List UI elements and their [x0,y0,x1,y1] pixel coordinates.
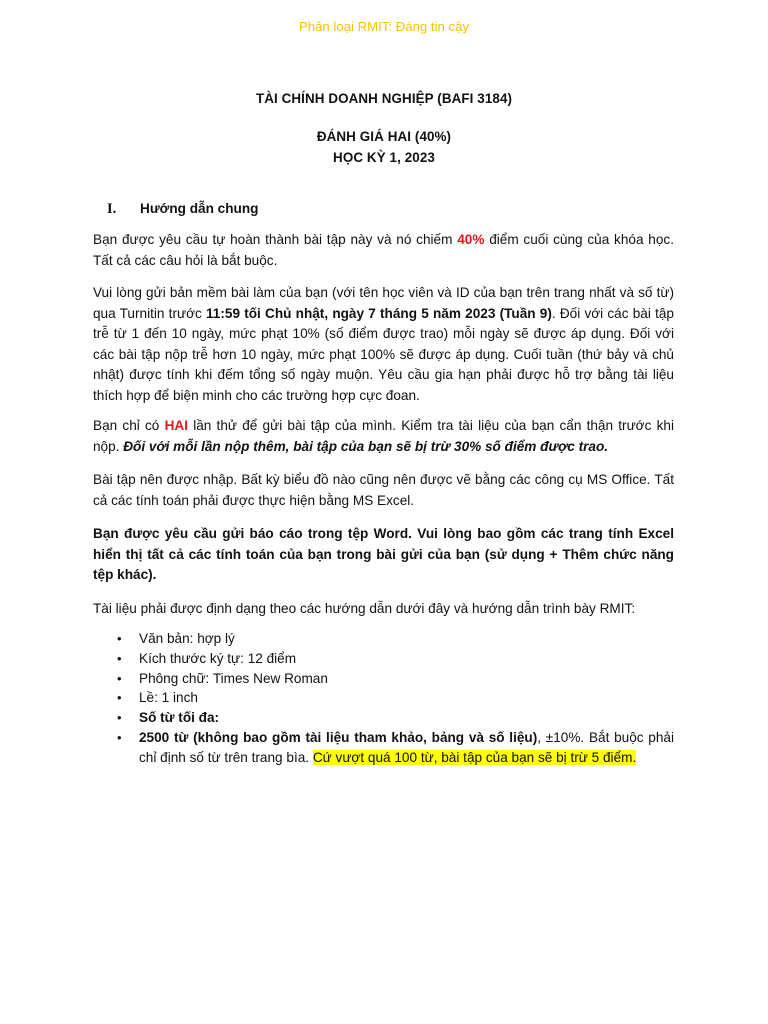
paragraph-text: . Đối với các bài tập trễ từ 1 đến 10 ngày, mức phạt 10% (số điểm được trao) mỗi ngày sẽ được áp dụng. Đối với các bài tập nộp trễ hơn 10 ngày, mức phạt 100% sẽ được áp dụng. Cuối tuần (thứ bảy và chủ nhật) được tính khi đếm tổng số ngày muộn. Yêu cầu gia hạn phải được hỗ trợ bằng tài liệu thích hợp để biện minh cho các trường hợp cực đoan. [93,305,674,403]
bullet-icon: • [117,710,122,726]
bullet-icon: • [117,690,122,706]
format-list [93,629,674,768]
attempts-count: HAI [164,418,188,433]
weight-percentage: 40% [457,232,485,247]
bullet-icon: • [117,670,122,686]
course-title: TÀI CHÍNH DOANH NGHIỆP (BAFI 3184) [255,91,513,106]
paragraph-text: lần thử để gửi bài tập của mình. Kiểm tra tài liệu của bạn cẩn thận trước khi nộp. [93,418,674,454]
paragraph-text: điểm cuối cùng của khóa học. Tất cả các câu hỏi là bắt buộc. [93,232,674,268]
list-item-text: Kích thước ký tự: 12 điểm [139,650,297,666]
paragraph-typing: Bài tập nên được nhập. Bất kỳ biểu đồ nào cũng nên được vẽ bằng các công cụ MS Office. Tất cả các tính toán phải được thực hiện bằng MS Excel. [93,472,674,508]
assessment-title: ĐÁNH GIÁ HAI (40%) [316,129,452,144]
resubmission-penalty: Đối với mỗi lần nộp thêm, bài tập của bạn sẽ bị trừ 30% số điểm được trao. [123,438,609,454]
paragraph-weight [93,230,674,271]
list-item-text: Phông chữ: Times New Roman [139,670,328,686]
classification-label: Phân loại RMIT: Đáng tin cậy [298,19,470,34]
semester-title: HỌC KỲ 1, 2023 [333,150,435,165]
paragraph-format-intro: Tài liệu phải được định dạng theo các hướng dẫn dưới đây và hướng dẫn trình bày RMIT: [93,601,636,616]
bullet-icon: • [117,729,122,745]
list-item [93,688,674,708]
paragraph-word-file: Bạn được yêu cầu gửi báo cáo trong tệp Word. Vui lòng bao gồm các trang tính Excel hiển thị tất cả các tính toán của bạn trong bài gửi của bạn (sử dụng + Thêm chức năng tệp khác). [93,526,674,583]
list-item [93,649,674,669]
section-heading [107,201,258,218]
list-item-text: , ±10%. Bắt buộc phải chỉ định số từ trên trang bìa. [139,729,674,765]
section-title: Hướng dẫn chung [140,201,259,216]
list-item [93,708,674,728]
paragraph-submission [93,283,674,407]
list-item [93,629,674,649]
paragraph-text: Vui lòng gửi bản mềm bài làm của bạn (với tên học viên và ID của bạn trên trang nhất và số từ) qua Turnitin trước [93,285,674,321]
list-item-text: Văn bản: hợp lý [139,631,235,646]
list-item [93,728,674,768]
word-limit-text: 2500 từ (không bao gồm tài liệu tham khảo, bảng và số liệu) [139,729,538,745]
list-item [93,669,674,689]
section-number: I. [107,201,117,217]
paragraph-text: Bạn chỉ có [93,418,165,433]
list-item-text: Lề: 1 inch [139,690,198,706]
bullet-icon: • [117,650,122,666]
deadline-text: 11:59 tối Chủ nhật, ngày 7 tháng 5 năm 2023 (Tuần 9) [205,305,552,321]
paragraph-text: Bạn được yêu cầu tự hoàn thành bài tập này và nó chiếm [93,232,458,247]
bullet-icon: • [117,631,122,646]
paragraph-attempts [93,416,674,457]
list-item-text: Số từ tối đa: [139,710,220,726]
word-penalty-highlight: Cứ vượt quá 100 từ, bài tập của bạn sẽ bị trừ 5 điểm. [312,749,637,765]
